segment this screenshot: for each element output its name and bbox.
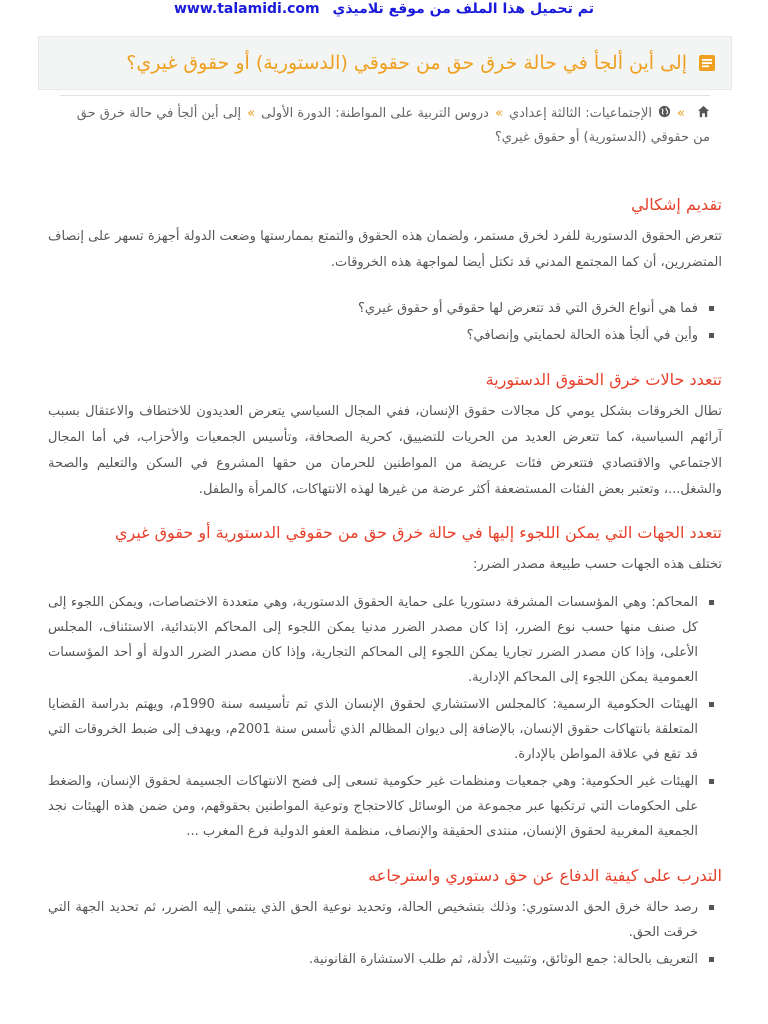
list-item-text: المحاكم: وهي المؤسسات المشرفة دستوريا على حماية الحقوق الدستورية، وهي متعددة الاختصاصات، ويمكن اللجوء إلى كل صنف منها حسب نوع الضرر، إذا كان مصدر الضرر مدنيا يمكن اللجوء إلى المحاكم الابتدائية، الاستئناف، المجلس الأعلى، وإذا كان مصدر الضرر تجاريا يمكن اللجوء إلى المحاكم التجارية، وإذا كان مصدر الضرر الدولة أو أحد المؤسسات العمومية يمكن اللجوء إلى المحاكم الإدارية.	[48, 595, 698, 685]
list-item-text: الهيئات غير الحكومية: وهي جمعيات ومنظمات غير حكومية تسعى إلى فضح الانتهاكات الجسيمة لحقوق الإنسان، والضغط على الحكومات التي ترتكبها عبر مجموعة من الوسائل كالاحتجاج وتوعية المواطنين بحقوقهم، ومن ضمن هذه الهيئات نجد الجمعية المغربية لحقوق الإنسان، منتدى الحقيقة والإنصاف، منظمة العفو الدولية فرع المغرب ...	[48, 774, 698, 839]
authorities-list	[48, 590, 722, 844]
section-heading-violations: تتعدد حالات خرق الحقوق الدستورية	[485, 370, 722, 389]
breadcrumb-separator: »	[677, 106, 685, 121]
section-paragraph: تختلف هذه الجهات حسب طبيعة مصدر الضرر:	[473, 557, 722, 572]
home-icon[interactable]	[697, 105, 710, 118]
list-item-text: التعريف بالحالة: جمع الوثائق، وتثبيت الأدلة، ثم طلب الاستشارة القانونية.	[308, 952, 698, 967]
list-item	[48, 590, 722, 690]
list-item-text: الهيئات الحكومية الرسمية: كالمجلس الاستشاري لحقوق الإنسان الذي تم تأسيسه سنة 1990م، ويهتم بدراسة القضايا المتعلقة بانتهاكات حقوق الإنسان، بالإضافة إلى ديوان المظالم الذي تأسس سنة 2001م، ويهدف إلى ضبط الخروقات التي قد تقع في علاقة المواطن بالإدارة.	[48, 697, 698, 762]
list-item-text: رصد حالة خرق الحق الدستوري: وذلك بتشخيص الحالة، وتحديد نوعية الحق الذي ينتمي إليه الضرر، ثم تحديد الجهة التي خرقت الحق.	[48, 900, 698, 940]
list-item	[48, 769, 722, 844]
list-item-text: فما هي أنواع الخرق التي قد تتعرض لها حقوقي أو حقوق غيري؟	[357, 301, 698, 316]
banner-url[interactable]: www.talamidi.com	[174, 1, 320, 17]
section-heading-authorities: تتعدد الجهات التي يمكن اللجوء إليها في حالة خرق حق من حقوقي الدستورية أو حقوق غيري	[114, 523, 722, 542]
page-title: إلى أين ألجأ في حالة خرق حق من حقوقي (الدستورية) أو حقوق غيري؟	[126, 52, 687, 74]
list-item	[48, 323, 722, 348]
globe-icon	[658, 105, 671, 118]
bullet-marker	[709, 779, 714, 784]
document-icon	[697, 53, 717, 73]
bullet-marker	[709, 957, 714, 962]
breadcrumb	[60, 102, 710, 150]
breadcrumb-item-citizenship-lessons[interactable]: دروس التربية على المواطنة: الدورة الأولى	[261, 106, 489, 121]
section-paragraph: تتعرض الحقوق الدستورية للفرد لخرق مستمر، ولضمان هذه الحقوق والتمتع بممارستها وضعت الدولة أجهزة تسهر على إنصاف المتضررين، أن كما المجتمع المدني قد تكتل أيضا لمواجهة هذه الخروقات.	[48, 229, 722, 270]
banner-text: تم تحميل هذا الملف من موقع تلاميذي	[332, 1, 594, 17]
list-item-text: وأين في ألجأ هذه الحالة لحمايتي وإنصافي؟	[466, 328, 698, 343]
bullet-marker	[709, 702, 714, 707]
section-paragraph: تطال الخروقات بشكل يومي كل مجالات حقوق الإنسان، ففي المجال السياسي يتعرض العديدون للاختطاف والاعتقال بسبب آرائهم السياسية، كما تتعرض العديد من الحريات للتضييق، كحرية الصحافة، وتأسيس الجمعيات والأحزاب، في أما المجال الاجتماعي والاقتصادي فتتعرض فئات عريضة من المواطنين للحرمان من حقها المشروع في السكن والتعليم والصحة والشغل...، وتعتبر بعض الفئات المستضعفة أكثر عرضة من غيرها لهذه الانتهاكات، كالمرأة والطفل.	[48, 404, 722, 497]
download-banner	[0, 0, 768, 22]
page-title-box	[38, 36, 732, 90]
section-heading-intro: تقديم إشكالي	[631, 195, 722, 214]
bullet-marker	[709, 333, 714, 338]
list-item	[48, 947, 722, 972]
list-item	[48, 296, 722, 321]
breadcrumb-separator: »	[494, 106, 503, 121]
divider	[60, 95, 710, 96]
bullet-marker	[709, 600, 714, 605]
question-list	[48, 296, 722, 348]
bullet-marker	[709, 905, 714, 910]
section-heading-training: التدرب على كيفية الدفاع عن حق دستوري واسترجاعه	[368, 866, 722, 885]
list-item	[48, 895, 722, 945]
breadcrumb-item-social-studies[interactable]: الإجتماعيات: الثالثة إعدادي	[508, 106, 653, 121]
breadcrumb-item-current: إلى أين ألجأ في حالة خرق حق من حقوقي (الدستورية) أو حقوق غيري؟	[76, 106, 710, 145]
breadcrumb-separator: »	[247, 106, 256, 121]
bullet-marker	[709, 306, 714, 311]
steps-list	[48, 895, 722, 972]
list-item	[48, 692, 722, 767]
article-content	[48, 195, 722, 994]
